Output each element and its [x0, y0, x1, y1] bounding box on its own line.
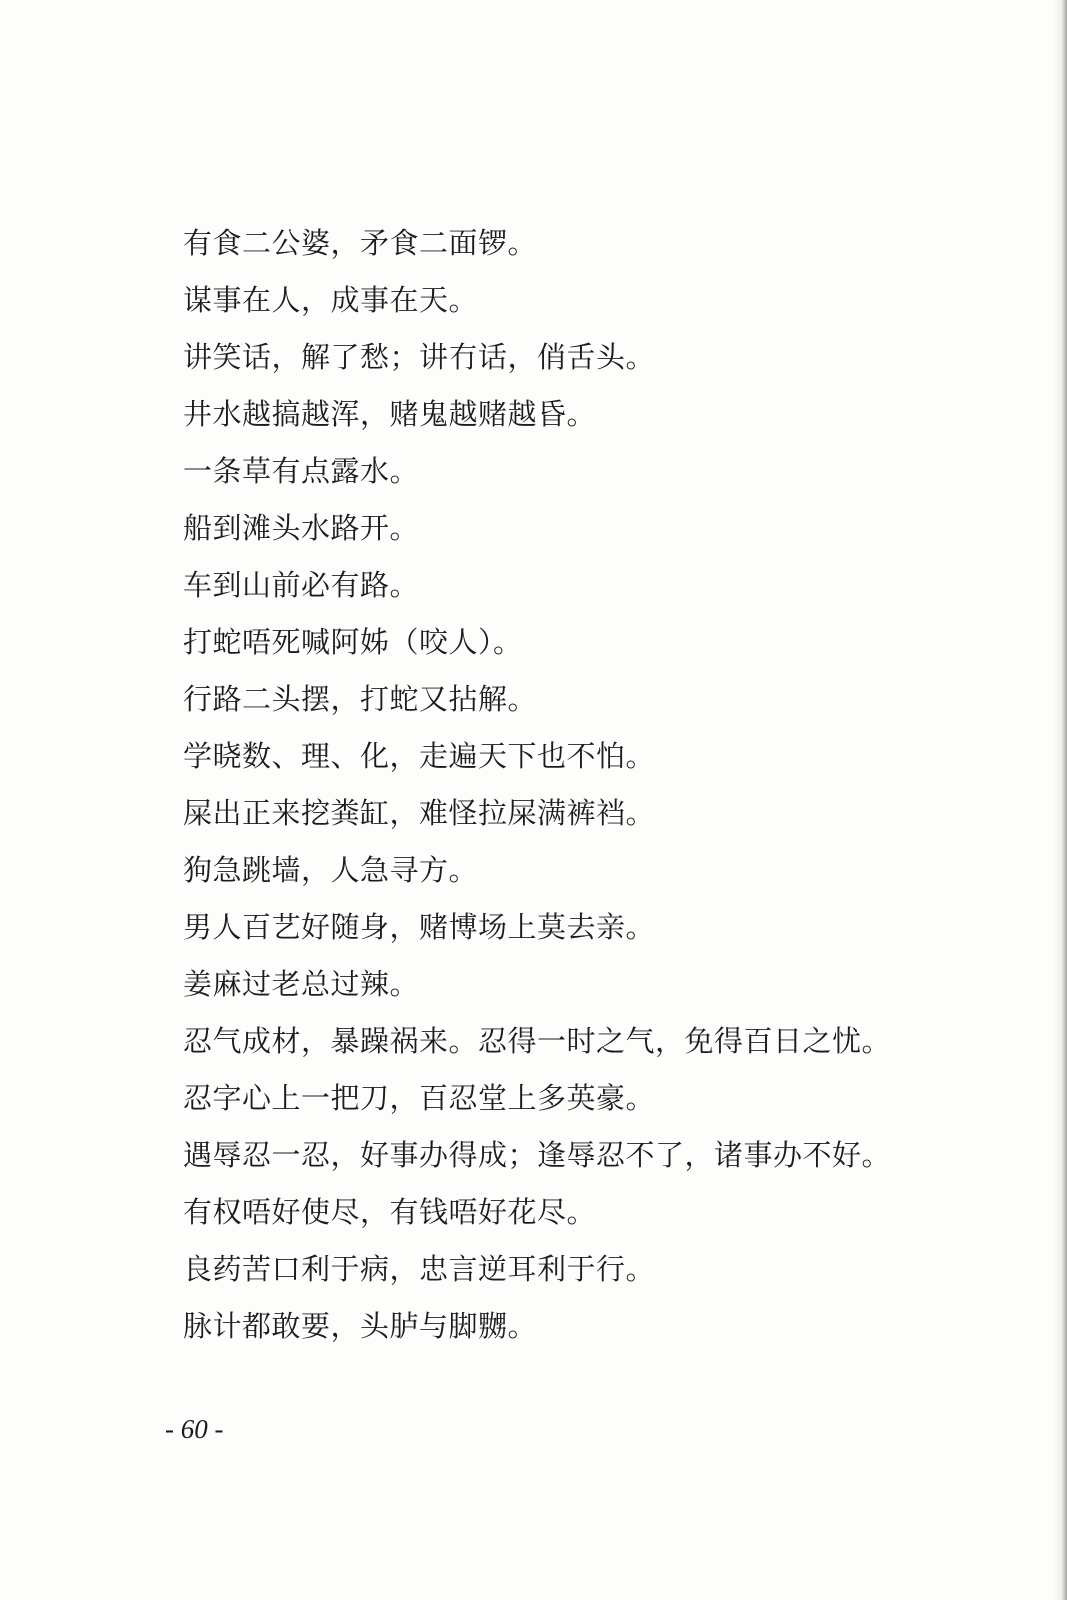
- proverb-line: 忍字心上一把刀，百忍堂上多英豪。: [183, 1081, 656, 1115]
- page-number: - 60 -: [165, 1414, 224, 1444]
- proverb-list: [183, 215, 891, 1355]
- proverb-line: 姜麻过老总过辣。: [183, 967, 420, 1001]
- proverb-line: 有食二公婆，矛食二面锣。: [183, 226, 538, 260]
- proverb-line: 打蛇唔死喊阿姊（咬人）。: [183, 625, 523, 659]
- proverb-line: 学晓数、理、化，走遍天下也不怕。: [183, 739, 656, 773]
- proverb-line: 一条草有点露水。: [183, 454, 420, 488]
- proverb-line: 井水越搞越浑，赌鬼越赌越昏。: [183, 397, 597, 431]
- proverb-line: 男人百艺好随身，赌博场上莫去亲。: [183, 910, 656, 944]
- scan-edge-shadow: [1053, 0, 1067, 1600]
- proverb-line: 有权唔好使尽，有钱唔好花尽。: [183, 1195, 597, 1229]
- proverb-line: 遇辱忍一忍，好事办得成；逢辱忍不了，诸事办不好。: [183, 1138, 892, 1172]
- proverb-line: 狗急跳墙，人急寻方。: [183, 853, 479, 887]
- proverb-line: 行路二头摆，打蛇又拈解。: [183, 682, 538, 716]
- proverb-line: 屎出正来挖粪缸，难怪拉屎满裤裆。: [183, 796, 656, 830]
- proverb-line: 良药苦口利于病，忠言逆耳利于行。: [183, 1252, 656, 1286]
- proverb-line: 讲笑话，解了愁；讲冇话，俏舌头。: [183, 340, 656, 374]
- proverb-line: 车到山前必有路。: [183, 568, 420, 602]
- proverb-line: 船到滩头水路开。: [183, 511, 420, 545]
- proverb-line: 脉计都敢要，头胪与脚嬲。: [183, 1309, 538, 1343]
- proverb-line: 谋事在人，成事在天。: [183, 283, 479, 317]
- proverb-line: 忍气成材，暴躁祸来。忍得一时之气，免得百日之忧。: [183, 1024, 892, 1058]
